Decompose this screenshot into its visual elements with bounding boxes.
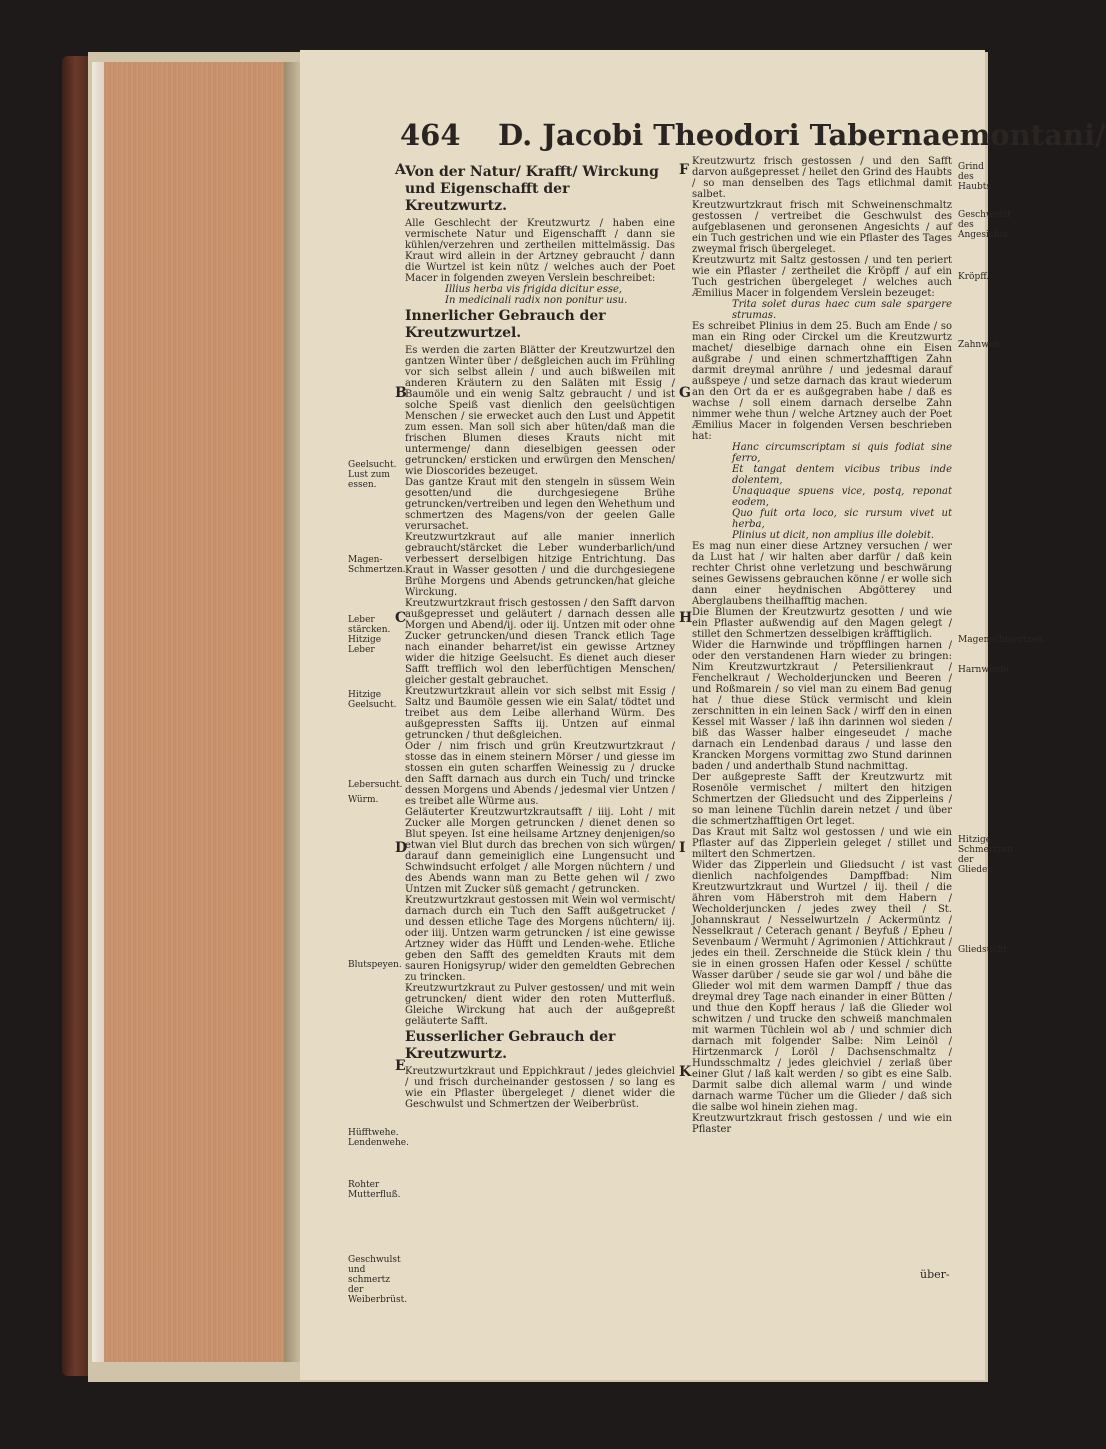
paragraph: Geläuterter Kreutzwurtzkrautsafft / iiij. Loht / mit Zucker alle Morgen getruncken / dienet denen so Blut speyen. Ist eine heilsame Artzney denjenigen/so etwan viel Blut durch das brechen von sich würgen/ darauf dann gemeiniglich eine Lungensucht und Schwindsucht erfolget / alle Morgen nüchtern / und des Abends wann man zu Bette gehen wil / zwo Untzen mit Zucker süß gemacht / getruncken.	[405, 807, 675, 895]
paragraph: Kreutzwurtzkraut allein vor sich selbst mit Essig / Saltz und Baumöle gessen wie ein Salat/ tödtet und treibet aus dem Leibe allerhand Würm. Des außgepressten Saffts iij. Untzen auf einmal getruncken / thut deßgleichen.	[405, 686, 675, 741]
margin-note: Hitzige Schmertzen der Glieder.	[958, 835, 1013, 875]
margin-note: Hitzige Geelsucht.	[348, 690, 397, 710]
paragraph: Kreutzwurtzkraut und Eppichkraut / jedes gleichviel / und frisch durcheinander gestossen / so lang es wie ein Pflaster übergeleget / dienet wider die Geschwulst und Schmertzen der Weiberbrüst.	[405, 1066, 675, 1110]
heading-internal-use: Innerlicher Gebrauch der Kreutzwurtzel.	[405, 308, 606, 341]
heading-external-use: Eusserlicher Gebrauch der Kreutzwurtz.	[405, 1029, 616, 1062]
margin-note: Leber stärcken. Hitzige Leber	[348, 615, 391, 655]
book-page	[300, 50, 1106, 1380]
paragraph: Kreutzwurtzkraut zu Pulver gestossen/ und mit wein getruncken/ dient wider den roten Mutterfluß. Gleiche Wirckung hat auch der außgepreßt geläuterte Safft.	[405, 983, 675, 1027]
margin-note: Rohter Mutterfluß.	[348, 1180, 401, 1200]
paragraph: Kreutzwurtzkraut frisch gestossen / und wie ein Pflaster	[692, 1113, 952, 1135]
section-marker-a: A	[395, 162, 406, 178]
page-number: 464	[400, 118, 461, 152]
margin-note: Hüfftwehe. Lendenwehe.	[348, 1128, 409, 1148]
margin-note: Gliedsucht.	[958, 945, 1010, 955]
paragraph: Es mag nun einer diese Artzney versuchen / wer da Lust hat / wir halten aber darfür / daß kein rechter Christ ohne verletzung und beschwärung seines Gewissens gebrauchen könne / er wolle sich dann einer heydnischen Abgötterey und Aberglaubens theilhafftig machen.	[692, 541, 952, 607]
margin-note: Geschwulst und schmertz der Weiberbrüst.	[348, 1255, 408, 1305]
paragraph: Der außgepreste Safft der Kreutzwurtz mit Rosenöle vermischet / miltert den hitzigen Schmertzen der Gliedsucht und des Zipperleins / so man leinene Tüchlin darein netzet / und über die schmertzhafftigen Ort leget.	[692, 772, 952, 827]
margin-note: Geschwulst des Angesichts.	[958, 210, 1011, 240]
paragraph: Kreutzwurtzkraut gestossen mit Wein wol vermischt/ darnach durch ein Tuch den Safft außgetrucket / und dessen etliche Tage des Morgens nüchtern/ iij. oder iiij. Untzen warm getruncken / ist eine gewisse Artzney wider das Hüfft und Lenden-wehe. Etliche geben den Safft des gemeldten Krauts mit dem sauren Honigsyrup/ wider den gemeldten Gebrechen zu trincken.	[405, 895, 675, 983]
section-marker-d: D	[395, 840, 408, 856]
paragraph: Kreutzwurtzkraut frisch gestossen / den Safft darvon außgepresset und geläutert / darnach dessen alle Morgen und Abend/ij. oder iij. Untzen mit oder ohne Zucker getruncken/und diesen Tranck etlich Tage nach einander beharret/ist ein gewisse Artzney wider die hitzige Geelsucht. Es dienet auch dieser Safft trefflich wol den leberfüchtigen Menschen/ gleicher gestalt gebrauchet.	[405, 598, 675, 686]
paragraph: Kreutzwurtzkraut auf alle manier innerlich gebraucht/stärcket die Leber wunderbarlich/und verbessert derselbigen hitzige Entrichtung. Das Kraut in Wasser gesotten / und die durchgesiegene Brühe Morgens und Abends getruncken/hat gleiche Wirckung.	[405, 532, 675, 598]
latin-verse: In medicinali radix non ponitur usu.	[445, 295, 628, 306]
margin-note: Würm.	[348, 795, 379, 805]
section-marker-f: F	[679, 162, 689, 178]
section-marker-c: C	[395, 610, 407, 626]
section-marker-i: I	[679, 840, 686, 856]
latin-verse: Quo fuit orta loco, sic rursum vivet ut herba,	[732, 508, 952, 530]
paragraph: Kreutzwurtz frisch gestossen / und den Safft darvon außgepresset / heilet den Grind des Haubts / so man denselben des Tags etlichmal damit salbet.	[692, 156, 952, 200]
section-marker-k: K	[679, 1064, 692, 1080]
heading-nature: Von der Natur/ Krafft/ Wirckung und Eigenschafft der Kreutzwurtz.	[405, 164, 659, 214]
latin-verse: Illius herba vis frigida dicitur esse,	[445, 284, 623, 295]
latin-verse: Trita solet duras haec cum sale spargere strumas.	[732, 299, 952, 321]
paragraph: Die Blumen der Kreutzwurtz gesotten / und wie ein Pflaster außwendig auf den Magen gelegt / stillet den Schmertzen desselbigen kräfftiglich.	[692, 607, 952, 640]
section-marker-h: H	[679, 610, 693, 626]
latin-verse: Plinius ut dicit, non amplius ille dolebit.	[732, 530, 935, 541]
paragraph: Es werden die zarten Blätter der Kreutzwurtzel den gantzen Winter über / deßgleichen auch im Frühling vor sich selbst allein / und auch bißweilen mit anderen Kräutern zu den Saläten mit Essig / Baumöle und ein wenig Saltz gebraucht / und ist solche Speiß vast dienlich den geelsüchtigen Menschen / sie erwecket auch den Lust und Appetit zum essen. Man soll sich aber hüten/daß man die frischen Blumen dieses Krauts nicht mit untermenge/ dann dieselbigen geessen oder getruncken/ ersticken und erwürgen den Menschen/ wie Dioscorides bezeuget.	[405, 345, 675, 477]
margin-note: Magen-Schmertzen.	[348, 555, 406, 575]
margin-note: Magenschmertzen.	[958, 635, 1046, 645]
right-column	[692, 156, 952, 1135]
section-marker-b: B	[395, 385, 407, 401]
book-fore-edge	[104, 62, 284, 1362]
paragraph: Das gantze Kraut mit den stengeln in süssem Wein gesotten/und die durchgesiegene Brühe getruncken/vertreiben und legen den Wehethum und schmertzen des Magens/von der geelen Galle verursachet.	[405, 477, 675, 532]
margin-note: Lebersucht.	[348, 780, 403, 790]
running-title: D. Jacobi Theodori Tabernaemontani/	[498, 118, 1106, 152]
section-marker-g: G	[679, 385, 691, 401]
paragraph: Es schreibet Plinius in dem 25. Buch am Ende / so man ein Ring oder Circkel um die Kreutzwurtz machet/ dieselbige darnach ohne ein Eisen außgrabe / und einen schmertzhafftigen Zahn darmit dreymal anrühre / und jedesmal darauf außspeye / und setze darnach das kraut wiederum an den Ort da er es außgegraben habe / daß es wachse / soll einem darnach derselbe Zahn nimmer wehe thun / welche Artzney auch der Poet Æmilius Macer in folgenden Versen beschrieben hat:	[692, 321, 952, 442]
paragraph: Kreutzwurtz mit Saltz gestossen / und ten periert wie ein Pflaster / zertheilet die Kröpff / auf ein Tuch gestrichen übergeleget / welches auch Æmilius Macer in folgendem Verslein bezeuget:	[692, 255, 952, 299]
paragraph: Das Kraut mit Saltz wol gestossen / und wie ein Pflaster auf das Zipperlein geleget / stillet und miltert den Schmertzen.	[692, 827, 952, 860]
left-column	[405, 162, 675, 1110]
margin-note: Geelsucht. Lust zum essen.	[348, 460, 397, 490]
margin-note: Zahnweh.	[958, 340, 1003, 350]
margin-note: Blutspeyen.	[348, 960, 402, 970]
margin-note: Kröpff.	[958, 272, 990, 282]
paragraph: Kreutzwurtzkraut frisch mit Schweinenschmaltz gestossen / vertreibet die Geschwulst des aufgeblasenen und geronsenen Angesichts / auf ein Tuch gestrichen und wie ein Pflaster des Tages zweymal frisch übergeleget.	[692, 200, 952, 255]
section-marker-e: E	[395, 1058, 406, 1074]
paragraph: Wider die Harnwinde und tröpfflingen harnen / oder den verstandenen Harn wieder zu bringen: Nim Kreutzwurtzkraut / Petersilienkraut / Fenchelkraut / Wecholderjuncken und Beeren / und Roßmarein / so viel man zu einem Bad genug hat / thue diese Stück vermischt und klein zerschnitten in ein leinen Sack / wirff den in einen Kessel mit Wasser / laß ihn darinnen wol sieden / biß das Wasser halber eingeseudet / mache darnach ein Lendenbad daraus / und lasse den Krancken Morgens vormittag zwo Stund darinnen baden / und anderthalb Stund nachmittag.	[692, 640, 952, 772]
paragraph: Oder / nim frisch und grün Kreutzwurtzkraut / stosse das in einem steinern Mörser / und giesse im stossen ein guten scharffen Weinessig zu / drucke den Safft darnach aus durch ein Tuch/ und trincke dessen Morgens und Abends / jedesmal vier Untzen / es treibet alle Würme aus.	[405, 741, 676, 807]
latin-verse: Et tangat dentem vicibus tribus inde dolentem,	[732, 464, 952, 486]
paragraph: Wider das Zipperlein und Gliedsucht / ist vast dienlich nachfolgendes Dampffbad: Nim Kreutzwurtzkraut und Wurtzel / iij. theil / die ähren vom Häberstroh mit dem Habern / Wecholderjuncken / jedes zwey theil / St. Johannskraut / Nesselwurtzeln / Ackermüntz / Nesselkraut / Ceterach genant / Beyfuß / Epheu / Sevenbaum / Wermuht / Agrimonien / Attichkraut / jedes ein theil. Zerschneide die Stück klein / thu sie in einen grossen Hafen oder Kessel / schütte Wasser darüber / seude sie gar wol / und bähe die Glieder wol mit dem warmen Dampff / thue das dreymal drey Tage nach einander in einer Bütten / und thue den Kopff heraus / laß die Glieder wol schwitzen / und trucke den schweiß manchmalen mit warmen Tüchlein wol ab / und schmier dich darnach mit folgender Salbe: Nim Leinöl / Hirtzenmarck / Loröl / Dachsenschmaltz / Hundsschmaltz / jedes gleichviel / zerlaß über einer Glut / laß kalt werden / so gibt es eine Salb. Darmit salbe dich allemal warm / und winde darnach warme Tücher um die Glieder / daß sich die salbe wol hinein ziehen mag.	[692, 860, 952, 1113]
catchword: über-	[920, 1268, 950, 1281]
paragraph: Alle Geschlecht der Kreutzwurtz / haben eine vermischete Natur und Eigenschafft / dann sie kühlen/verzehren und zertheilen mittelmässig. Das Kraut wird allein in der Artzney gebraucht / dann die Wurtzel ist kein nütz / welches auch der Poet Macer in folgenden zweyen Verslein beschreibet:	[405, 218, 675, 284]
latin-verse: Hanc circumscriptam si quis fodiat sine ferro,	[732, 442, 952, 464]
margin-note: Grind des Haubts.	[958, 162, 994, 192]
margin-note: Harnwinde.	[958, 665, 1012, 675]
latin-verse: Unaquaque spuens vice, postq, reponat eodem,	[732, 486, 952, 508]
